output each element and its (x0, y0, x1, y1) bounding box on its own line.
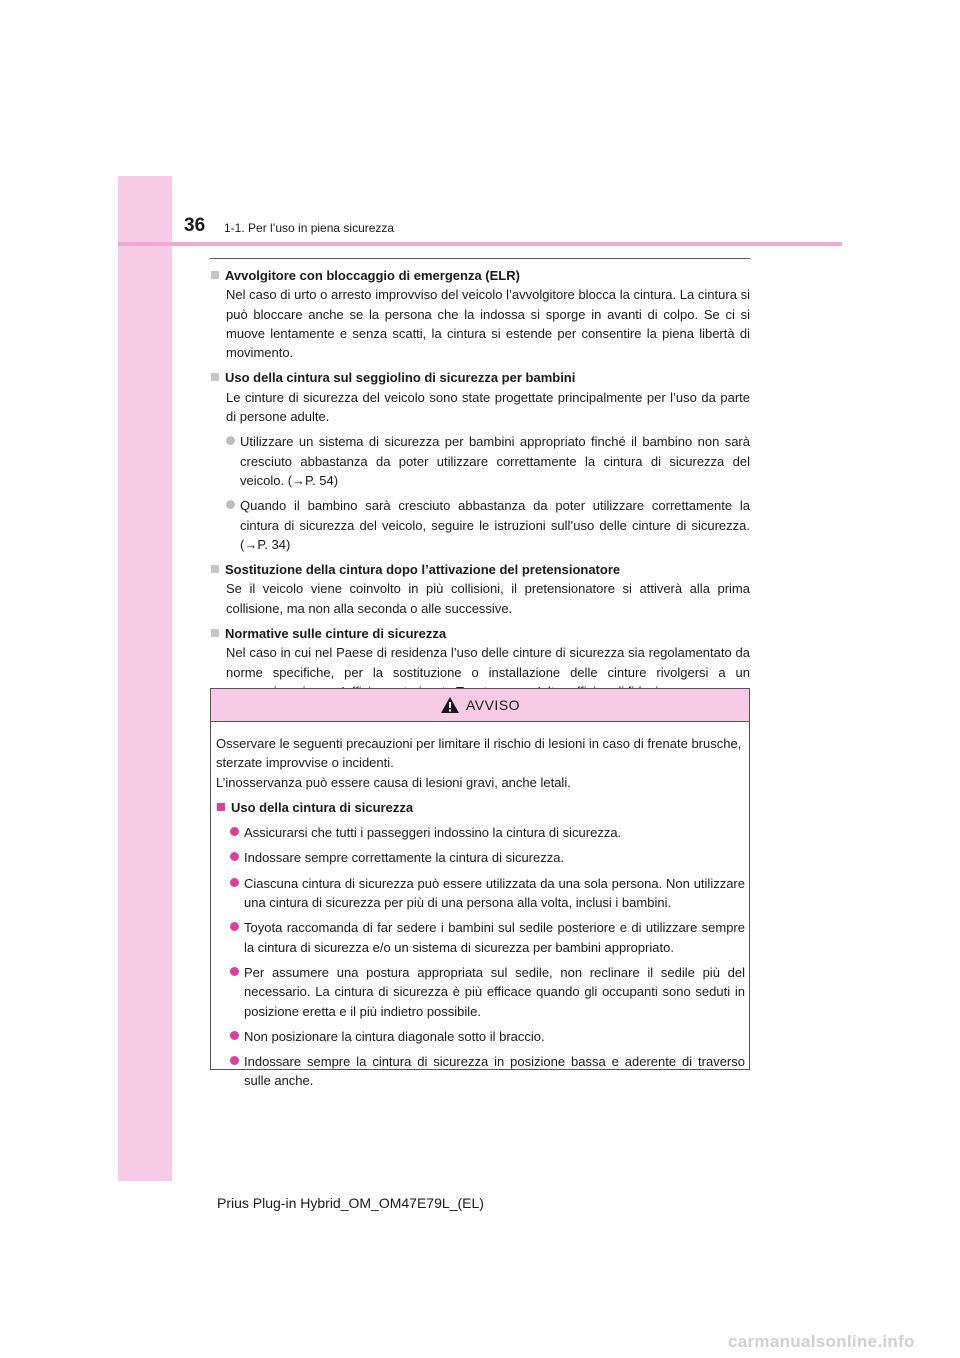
warning-subheading: Uso della cintura di sicurezza (216, 798, 745, 817)
round-bullet-icon (230, 1031, 239, 1040)
section-elr (210, 266, 750, 362)
list-item: Ciascuna cintura di sicurezza può essere utilizzata da una sola persona. Non utilizzare una cintura di sicurezza per più di una persona alla volta, inclusi i bambini. (216, 874, 745, 913)
section-text: Le cinture di sicurezza del veicolo sono state progettate principalmente per l’uso da parte di persone adulte. (226, 389, 750, 425)
watermark: carmanualsonline.info (728, 1332, 915, 1351)
warning-intro: Osservare le seguenti precauzioni per limitare il rischio di lesioni in caso di frenate brusche, sterzate improvvise o incidenti. L’inosservanza può essere causa di lesioni gravi, anche letali. (216, 736, 742, 790)
section-heading: Sostituzione della cintura dopo l’attivazione del pretensionatore (210, 560, 750, 579)
page-number: 36 (184, 215, 206, 236)
round-bullet-icon (230, 878, 239, 887)
list-item: Quando il bambino sarà cresciuto abbastanza da poter utilizzare correttamente la cintura di sicurezza del veicolo, seguire le istruzioni sull’uso delle cinture di sicurezza. (→P. 34) (210, 496, 750, 554)
warning-title: AVVISO (465, 697, 521, 713)
round-bullet-icon (230, 1056, 239, 1065)
square-bullet-icon (211, 565, 219, 573)
section-heading: Uso della cintura sul seggiolino di sicurezza per bambini (210, 368, 750, 387)
warning-triangle-icon (440, 696, 460, 714)
warning-body (211, 722, 749, 1091)
section-title: 1-1. Per l’uso in piena sicurezza (224, 221, 395, 235)
section-pretensioner (210, 560, 750, 618)
content-rule (210, 258, 750, 259)
side-tab-band (118, 176, 172, 1181)
list-item: Assicurarsi che tutti i passeggeri indossino la cintura di sicurezza. (216, 823, 745, 842)
section-heading: Avvolgitore con bloccaggio di emergenza (ELR) (210, 266, 750, 285)
list-item: Toyota raccomanda di far sedere i bambini sul sedile posteriore e di utilizzare sempre la cintura di sicurezza e/o un sistema di sicurezza per bambini appropriato. (216, 918, 745, 957)
round-bullet-icon (230, 852, 239, 861)
section-child-seat (210, 368, 750, 554)
square-bullet-icon (217, 803, 225, 811)
header-divider (118, 242, 842, 246)
square-bullet-icon (211, 629, 219, 637)
square-bullet-icon (211, 373, 219, 381)
round-bullet-icon (230, 827, 239, 836)
section-heading: Normative sulle cinture di sicurezza (210, 624, 750, 643)
section-text: Se il veicolo viene coinvolto in più collisioni, il pretensionatore si attiverà alla prima collisione, ma non alla seconda o alle successive. (226, 581, 750, 616)
list-item: Indossare sempre correttamente la cintura di sicurezza. (216, 848, 745, 867)
list-item: Non posizionare la cintura diagonale sotto il braccio. (216, 1027, 745, 1046)
list-item: Utilizzare un sistema di sicurezza per bambini appropriato finché il bambino non sarà cresciuto abbastanza da poter utilizzare correttamente la cintura di sicurezza del veicolo. (→P. 54) (210, 432, 750, 490)
list-item: Indossare sempre la cintura di sicurezza in posizione bassa e aderente di traverso sulle anche. (216, 1052, 745, 1091)
footer-document-id: Prius Plug-in Hybrid_OM_OM47E79L_(EL) (217, 1195, 484, 1211)
list-item: Per assumere una postura appropriata sul sedile, non reclinare il sedile più del necessario. La cintura di sicurezza è più efficace quando gli occupanti sono seduti in posizione eretta e il più indietro possibile. (216, 963, 745, 1021)
warning-header (211, 689, 749, 722)
square-bullet-icon (211, 271, 219, 279)
main-content (210, 266, 750, 707)
round-bullet-icon (226, 436, 235, 445)
round-bullet-icon (226, 500, 235, 509)
section-text: Nel caso di urto o arresto improvviso del veicolo l’avvolgitore blocca la cintura. La cintura si può bloccare anche se la persona che la indossa si sporge in avanti di colpo. Se ci si muove lentamente e senza scatti, la cintura si estende per consentire la piena libertà di movimento. (226, 287, 750, 361)
section-text: Nel caso in cui nel Paese di residenza l’uso delle cinture di sicurezza sia regolamentato da norme specifiche, per la sostituzione o installazione delle cinture rivolgersi a un (226, 645, 750, 680)
round-bullet-icon (230, 967, 239, 976)
warning-box (210, 688, 750, 1089)
round-bullet-icon (230, 922, 239, 931)
